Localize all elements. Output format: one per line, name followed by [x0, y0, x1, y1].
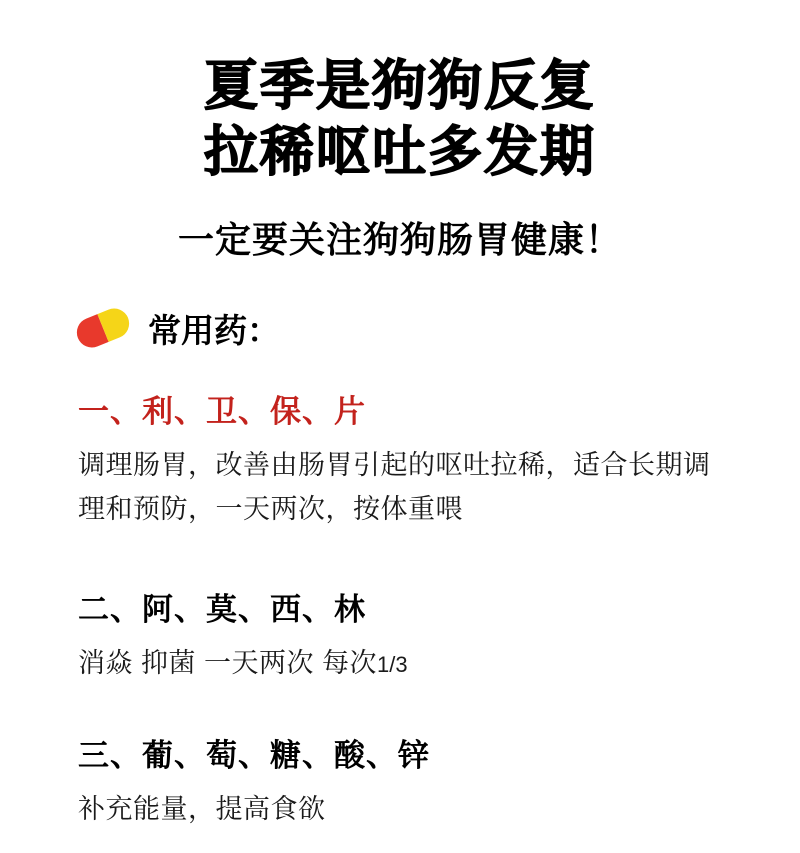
section-2-body-text: 消焱 抑菌 一天两次 每次 — [78, 647, 378, 678]
subtitle: 一定要关注狗狗肠胃健康！ — [177, 218, 622, 260]
section-2-body — [78, 642, 732, 686]
section-3-body: 补充能量，提高食欲 — [78, 793, 326, 824]
section-2-dose-fraction: 1/3 — [377, 651, 408, 677]
capsule-pill-icon — [72, 304, 133, 352]
section-2 — [68, 590, 732, 686]
section-1-body: 调理肠胃，改善由肠胃引起的呕吐拉稀，适合长期调理和预防，一天两次，按体重喂 — [78, 450, 711, 524]
title-line-2: 拉稀呕吐多发期 — [204, 121, 596, 182]
section-3 — [68, 736, 732, 832]
title-line-1: 夏季是狗狗反复 — [204, 56, 596, 116]
common-meds-header — [68, 305, 732, 352]
common-meds-label: 常用药： — [148, 311, 280, 349]
section-1-heading: 一、利、卫、保、片 — [78, 393, 366, 429]
section-1 — [68, 392, 732, 532]
section-3-heading: 三、葡、萄、糖、酸、锌 — [78, 737, 430, 773]
section-2-heading: 二、阿、莫、西、林 — [78, 591, 366, 627]
page-title — [68, 0, 732, 186]
